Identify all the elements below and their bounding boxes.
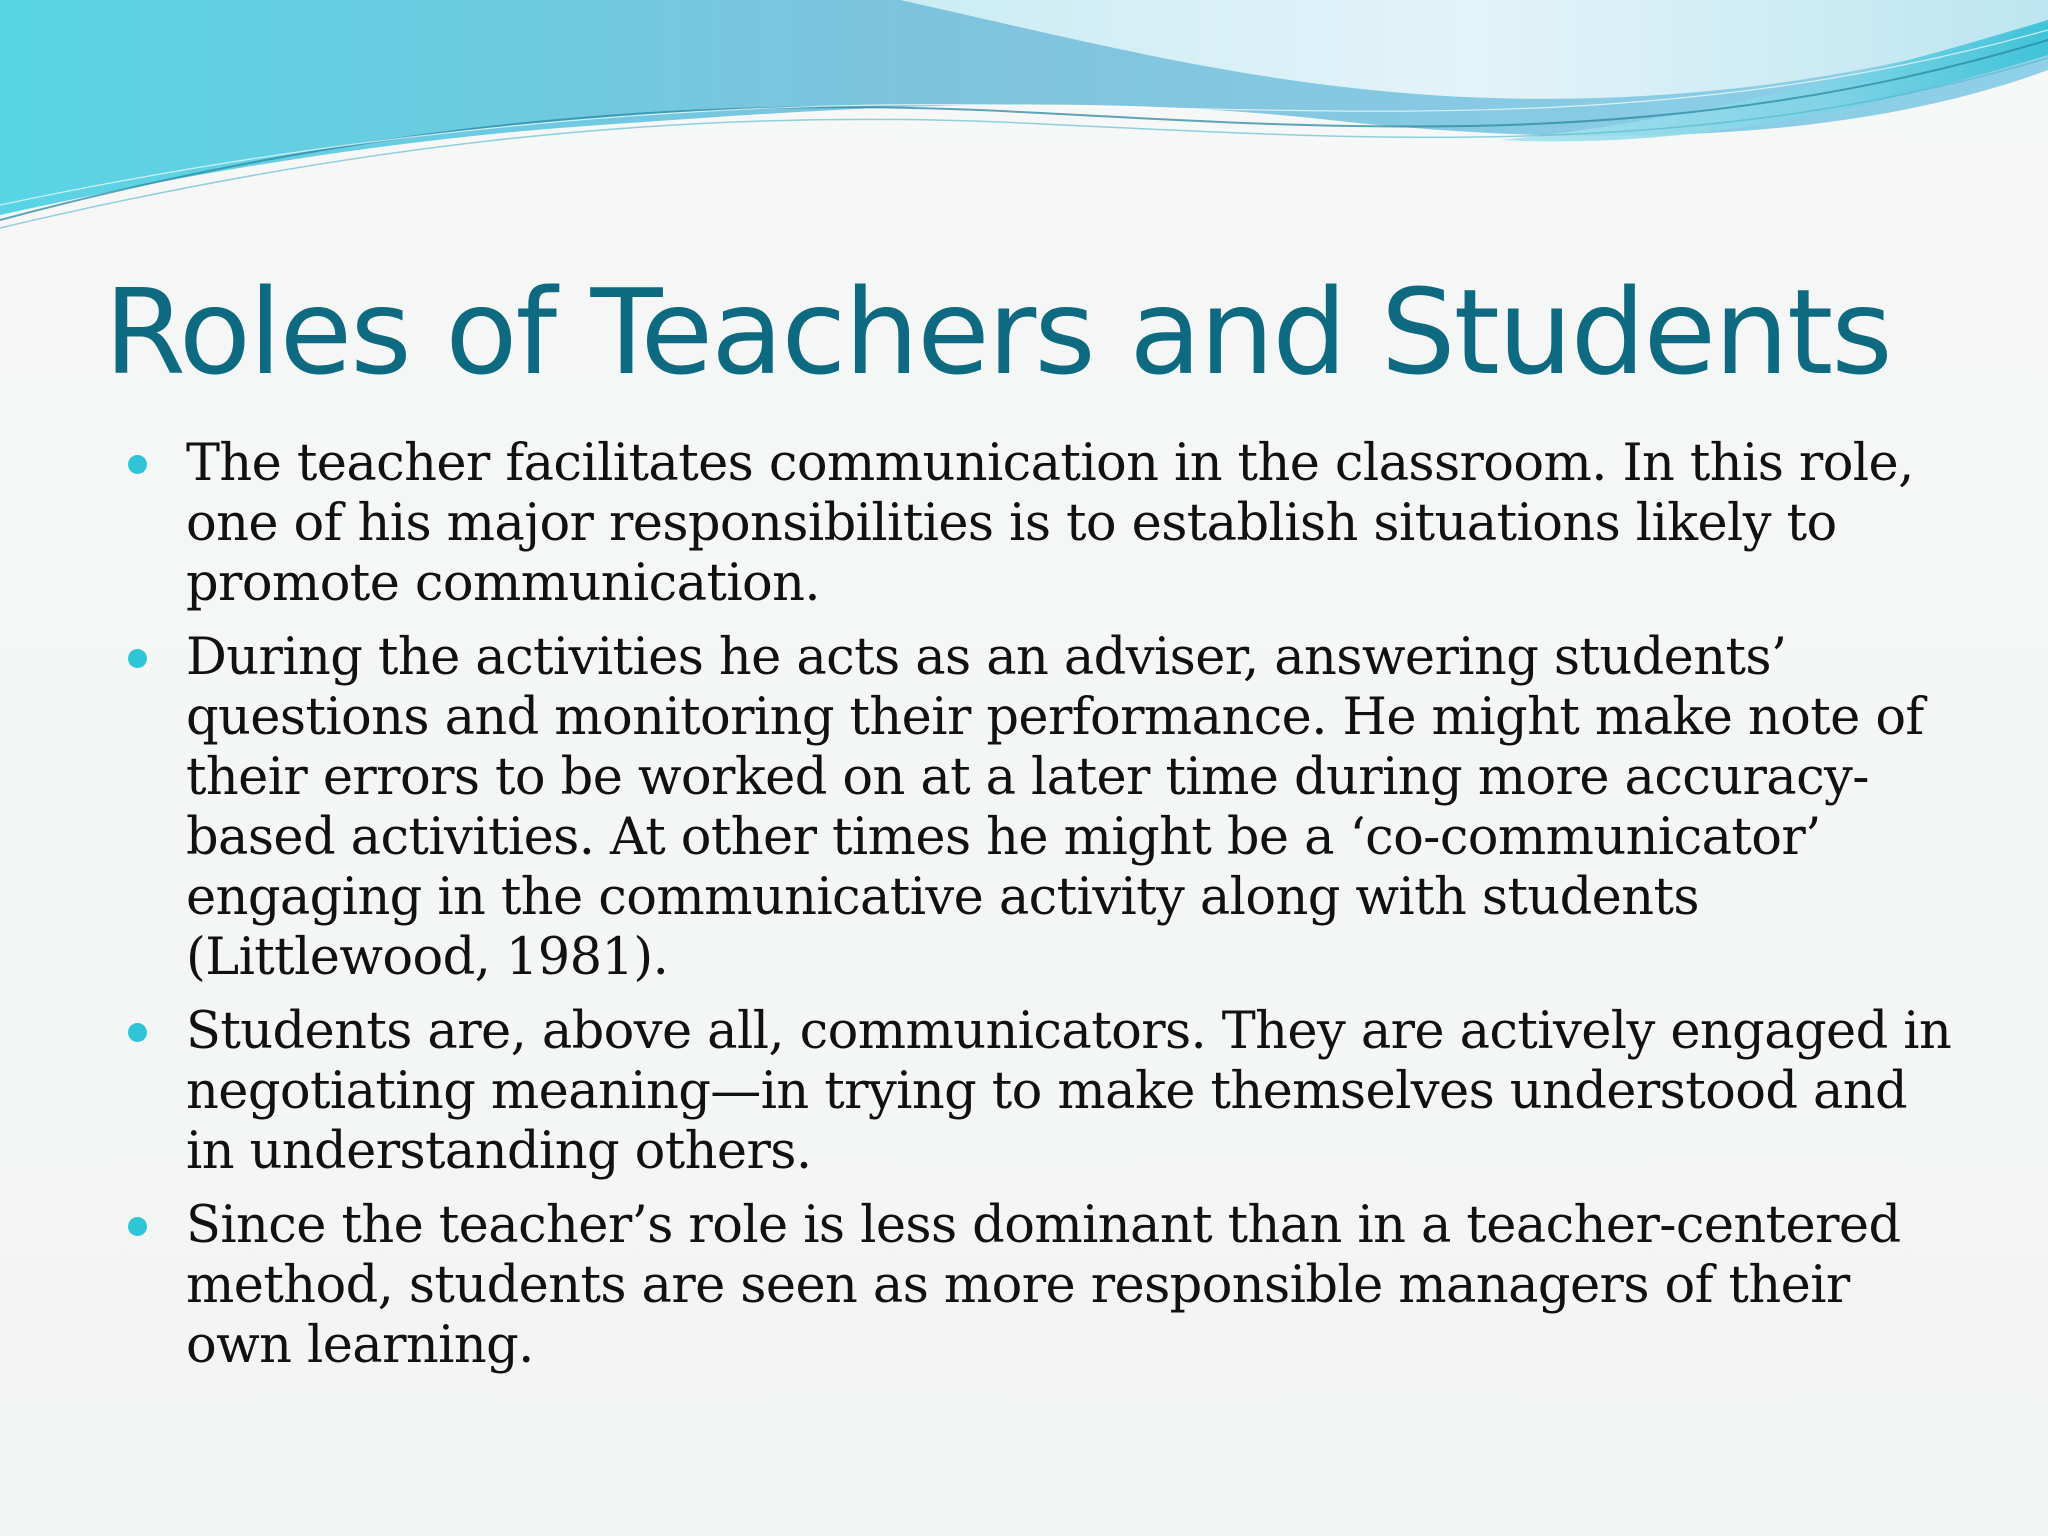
bullet-dot-icon [128, 1217, 147, 1236]
bullet-text: Students are, above all, communicators. They are actively engaged in negotiating meaning—in trying to make themselves understood and in understanding others. [186, 1002, 1952, 1181]
bullet-dot-icon [128, 1023, 147, 1042]
bullet-text: During the activities he acts as an adviser, answering students’ questions and monitoring their performance. He might make note of their errors to be worked on at a later time during more accuracy-based activities. At other times he might be a ‘co-communicator’ engaging in the communicative activity along with students (Littlewood, 1981). [186, 628, 1924, 987]
bullet-item [124, 1002, 1964, 1182]
bullet-item [124, 1196, 1964, 1376]
slide-title: Roles of Teachers and Students [104, 263, 1891, 401]
bullet-dot-icon [128, 649, 147, 668]
bullet-item [124, 628, 1964, 988]
bullet-list [124, 434, 1964, 1390]
bullet-text: Since the teacher’s role is less dominant than in a teacher-centered method, students are seen as more responsible managers of their own learning. [186, 1196, 1901, 1375]
bullet-dot-icon [128, 455, 147, 474]
bullet-text: The teacher facilitates communication in the classroom. In this role, one of his major responsibilities is to establish situations likely to promote communication. [186, 434, 1914, 613]
bullet-item [124, 434, 1964, 614]
header-wave-decoration [0, 0, 2048, 260]
